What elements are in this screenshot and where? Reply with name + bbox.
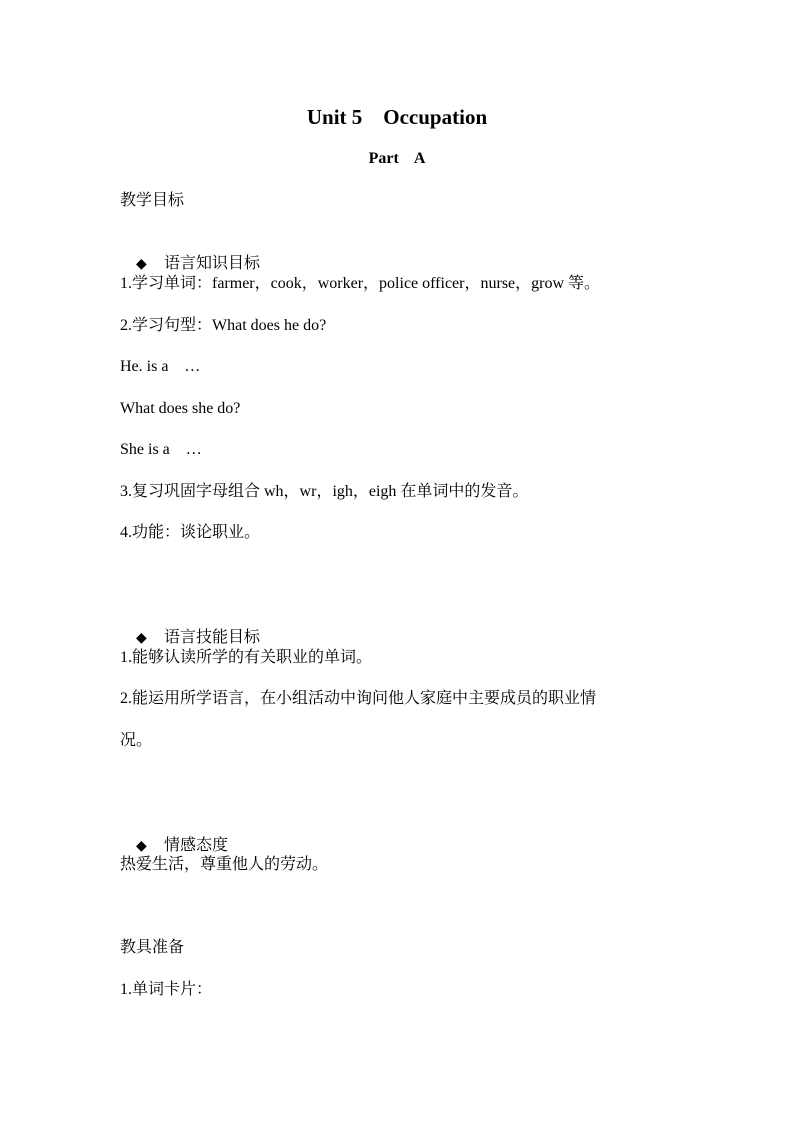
- text-line: 2.能运用所学语言，在小组活动中询问他人家庭中主要成员的职业情: [120, 690, 597, 707]
- text-line: 况。: [120, 732, 153, 749]
- text-line: What does she do?: [120, 400, 241, 417]
- diamond-bullet-icon: ◆: [136, 631, 147, 646]
- bullet-heading-label: 语言知识目标: [164, 255, 261, 272]
- text-line: She is a …: [120, 441, 202, 458]
- text-line: 热爱生活，尊重他人的劳动。: [120, 856, 329, 873]
- section-heading-teaching-aids: 教具准备: [120, 939, 185, 956]
- unit-title: Unit 5 Occupation: [306, 105, 488, 129]
- text-line: 1.单词卡片：: [120, 981, 213, 998]
- part-subtitle: Part A: [368, 150, 426, 167]
- text-line: 1.学习单词：farmer，cook，worker，police officer，nurse，grow 等。: [120, 275, 601, 292]
- section-heading-teaching-goals: 教学目标: [120, 192, 185, 209]
- bullet-heading-label: 情感态度: [164, 837, 229, 854]
- text-line: 3.复习巩固字母组合 wh，wr，igh，eigh 在单词中的发音。: [120, 483, 529, 500]
- diamond-bullet-icon: ◆: [136, 839, 147, 854]
- text-line: 2.学习句型：What does he do?: [120, 317, 327, 334]
- text-line: He. is a …: [120, 358, 201, 375]
- bullet-heading-label: 语言技能目标: [164, 629, 261, 646]
- diamond-bullet-icon: ◆: [136, 257, 147, 272]
- text-line: 4.功能：谈论职业。: [120, 524, 261, 541]
- text-line: 1.能够认读所学的有关职业的单词。: [120, 649, 373, 666]
